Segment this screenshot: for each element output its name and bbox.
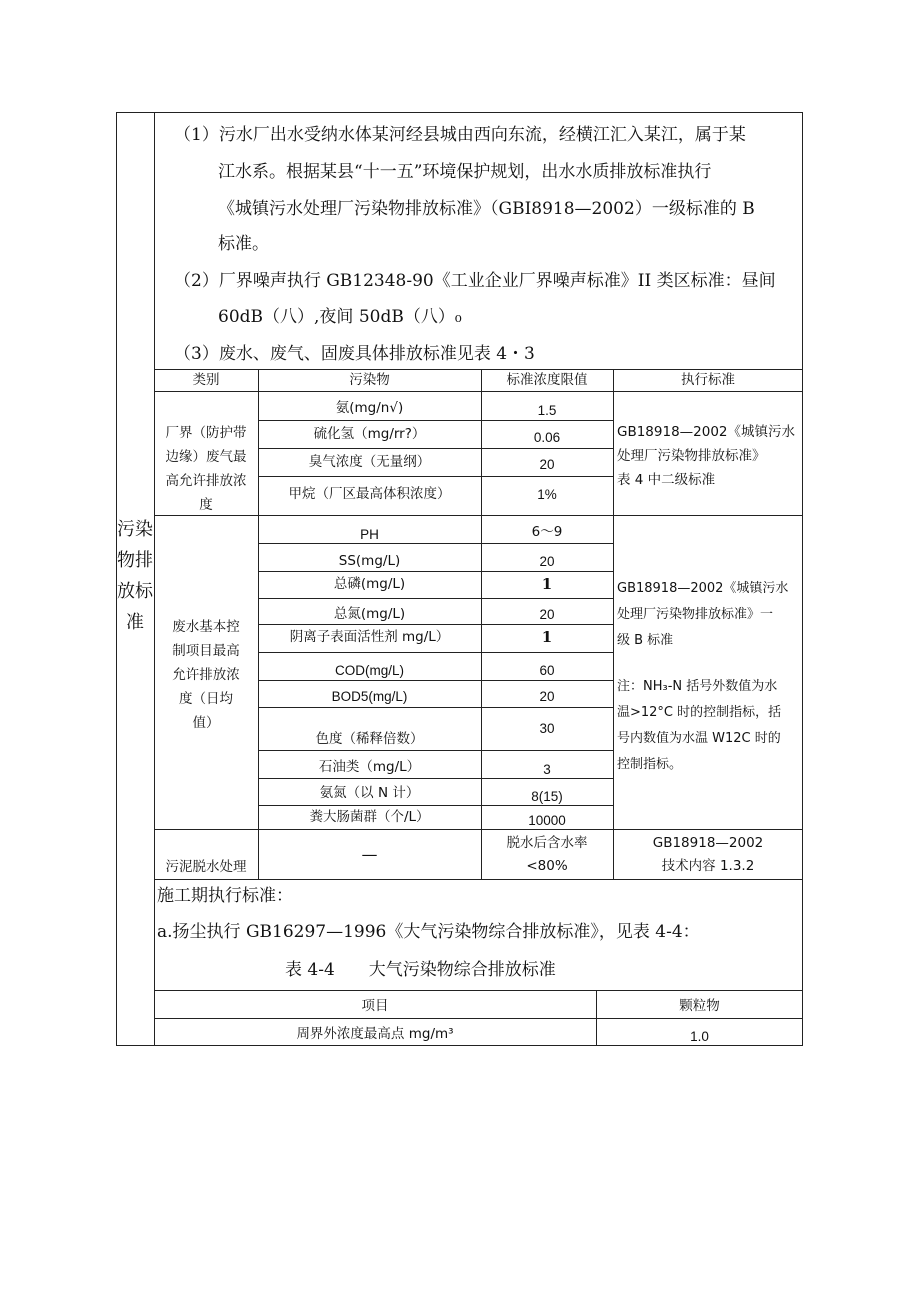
water-limit: 8(15) (531, 788, 563, 804)
table-border (154, 391, 803, 392)
gas-standard-line: 处理厂污染物排放标准》 (617, 448, 766, 464)
gas-category-line: 边缘）废气最 (165, 449, 247, 465)
table-border (154, 879, 803, 880)
sludge-standard-line: 技术内容 1.3.2 (661, 858, 755, 874)
water-standard-line: 级 B 标准 (617, 633, 674, 648)
gas-category (154, 414, 258, 524)
water-category-line: 允许排放浓 (172, 667, 240, 683)
water-pollutant: 粪大肠菌群（个/L） (309, 808, 430, 825)
sludge-category: 污泥脱水处理 (165, 858, 247, 875)
gas-limit: 20 (539, 456, 555, 472)
water-note-line: 控制指标。 (617, 757, 683, 772)
gas-standard-line: 表 4 中二级标准 (617, 472, 716, 488)
side-label-line: 放标 (117, 581, 153, 602)
water-pollutant: 石油类（mg/L） (318, 758, 421, 775)
side-column-divider (154, 112, 155, 1046)
gas-limit: 1.5 (537, 402, 557, 418)
table44-header-item: 项目 (361, 997, 389, 1014)
water-pollutant: 色度（稀释倍数） (315, 730, 424, 747)
table44-border (154, 990, 803, 991)
para-1-line-2: 江水系。根据某县“十一五”环境保护规划，出水水质排放标准执行 (218, 162, 712, 182)
table-4-4-caption: 表 4-4 大气污染物综合排放标准 (285, 960, 556, 980)
table-border (154, 829, 803, 830)
water-limit: 10000 (528, 812, 566, 828)
gas-limit: 1% (537, 486, 557, 502)
dust-standard-line: a.扬尘执行 GB16297—1996《大气污染物综合排放标准》，见表 4-4： (157, 922, 700, 942)
table-border (258, 598, 613, 599)
sludge-standard (613, 832, 803, 878)
water-standard (617, 576, 788, 654)
water-category-line: 制项目最高 (172, 643, 240, 659)
sludge-standard-line: GB18918—2002 (652, 835, 764, 851)
water-category-line: 值） (192, 715, 220, 731)
water-note-line: 号内数值为水温 W12C 时的 (617, 731, 781, 746)
para-3: （3）废水、废气、固废具体排放标准见表 4・3 (174, 344, 535, 364)
table-border (258, 476, 613, 477)
table44-header-particulate: 颗粒物 (679, 997, 720, 1014)
gas-limit: 0.06 (533, 429, 561, 445)
header-standard: 执行标准 (681, 371, 735, 388)
water-limit: 60 (539, 662, 555, 678)
water-category-line: 度（日均 (179, 691, 233, 707)
para-1-line-3: 《城镇污水处理厂污染物排放标准》（GBI8918—2002）一级标准的 B (218, 199, 755, 219)
side-label-line: 物排 (117, 550, 153, 571)
water-limit: 1 (541, 574, 553, 593)
water-limit: 20 (539, 553, 555, 569)
header-pollutant: 污染物 (349, 371, 390, 388)
water-note-line: 温>12°C 时的控制指标，括 (617, 705, 782, 720)
water-pollutant: 阴离子表面活性剂 mg/L） (289, 628, 450, 645)
sludge-limit-line: <80% (526, 858, 568, 874)
para-2-line-1: （2）厂界噪声执行 GB12348-90《工业企业厂界噪声标准》II 类区标准：昼间 (174, 271, 776, 291)
gas-standard-line: GB18918—2002《城镇污水 (617, 424, 796, 440)
water-standard-line: 处理厂污染物排放标准》一 (617, 607, 774, 622)
water-note (617, 674, 781, 778)
side-label-line: 准 (126, 612, 144, 633)
water-limit: 30 (539, 720, 555, 736)
water-pollutant: BOD5(mg/L) (331, 688, 408, 704)
header-category: 类别 (192, 371, 220, 388)
water-limit: 6～9 (531, 523, 563, 540)
water-pollutant: 总氮(mg/L) (333, 605, 406, 622)
construction-title: 施工期执行标准： (157, 886, 293, 906)
gas-pollutant: 臭气浓度（无量纲） (308, 453, 431, 470)
water-category (154, 610, 258, 740)
sludge-limit (481, 832, 613, 878)
gas-category-line: 高允许排放浓 (165, 473, 247, 489)
para-1-line-4: 标准。 (218, 234, 269, 254)
water-limit: 20 (539, 688, 555, 704)
water-limit: 20 (539, 606, 555, 622)
side-label-line: 污染 (117, 519, 153, 540)
water-limit: 1 (541, 627, 553, 646)
para-2-line-2: 60dB（八）,夜间 50dB（八）₀ (218, 307, 462, 327)
table-border (258, 652, 613, 653)
gas-category-line: 厂界（防护带 (165, 425, 247, 441)
sludge-limit-line: 脱水后含水率 (506, 835, 588, 851)
header-limit: 标准浓度限值 (506, 371, 588, 388)
water-pollutant: PH (360, 526, 379, 542)
water-category-line: 废水基本控 (172, 619, 240, 635)
water-limit: 3 (543, 761, 551, 777)
side-label (116, 514, 154, 638)
gas-pollutant: 氨(mg/n√) (335, 399, 404, 416)
water-note-line: 注：NH₃-N 括号外数值为水 (617, 679, 778, 694)
table44-border (154, 1018, 803, 1019)
table44-row-value: 1.0 (690, 1028, 709, 1044)
gas-standard (613, 420, 803, 494)
para-1-line-1: （1）污水厂出水受纳水体某河经县城由西向东流，经横江汇入某江，属于某 (174, 125, 746, 145)
gas-category-line: 度 (199, 497, 213, 513)
table44-row-item: 周界外浓度最高点 mg/m³ (296, 1025, 454, 1042)
gas-pollutant: 硫化氢（mg/rr?） (313, 425, 426, 442)
water-pollutant: COD(mg/L) (334, 662, 404, 678)
water-pollutant: SS(mg/L) (338, 552, 401, 569)
water-standard-line: GB18918—2002《城镇污水 (617, 581, 789, 596)
water-pollutant: 总磷(mg/L) (333, 575, 406, 592)
water-pollutant: 氨氮（以 N 计） (319, 784, 420, 801)
sludge-pollutant: — (361, 844, 378, 864)
gas-pollutant: 甲烷（厂区最高体积浓度） (288, 485, 451, 502)
